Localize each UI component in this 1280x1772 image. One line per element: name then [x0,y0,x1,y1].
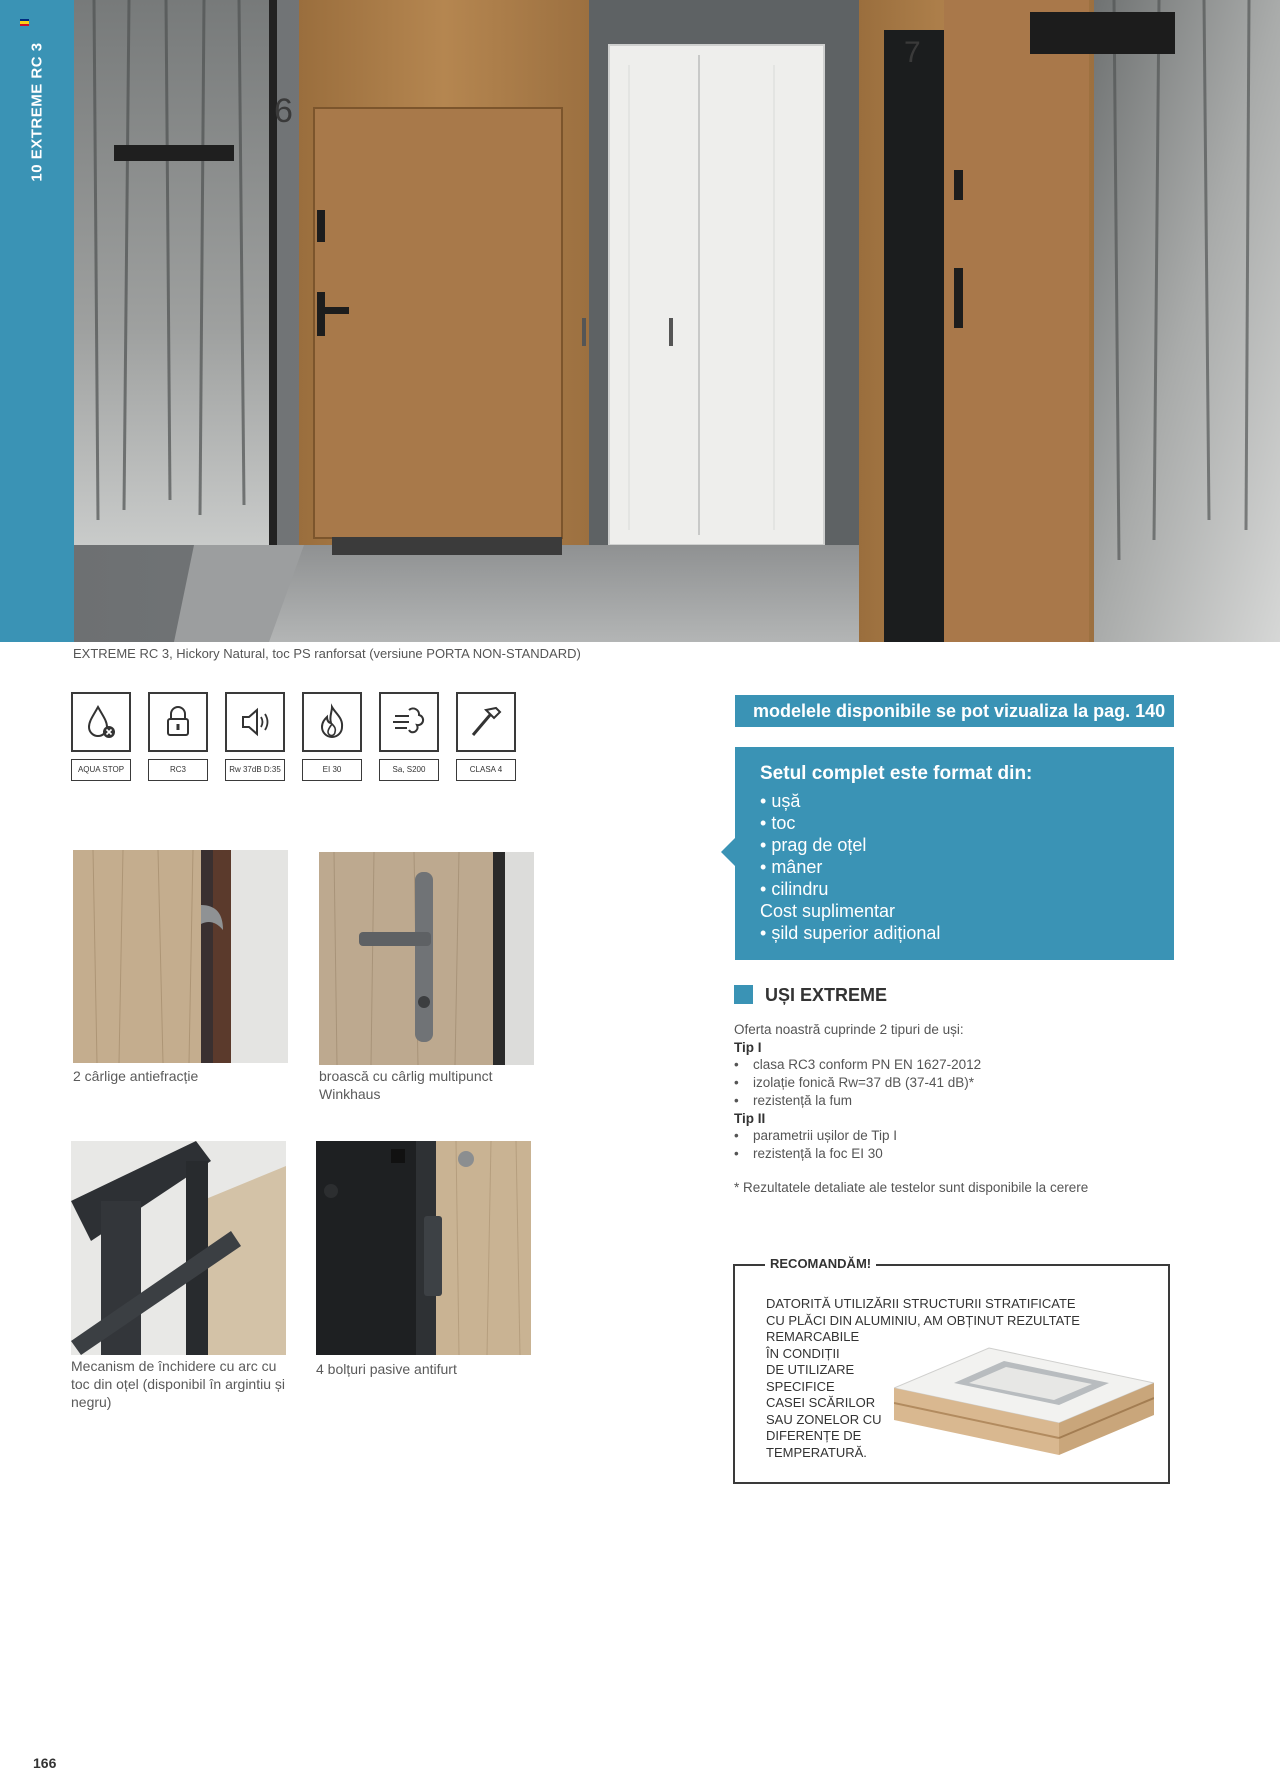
type-name: Tip I [734,1039,762,1055]
type-item: • rezistență la fum [734,1092,1164,1110]
recommend-box [733,1256,1170,1484]
recommend-line: DATORITĂ UTILIZĂRII STRUCTURII STRATIFICATE [766,1296,1076,1311]
hammer-icon [466,702,506,742]
feature-label: AQUA STOP [71,759,131,781]
type-item: • izolație fonică Rw=37 dB (37-41 dB)* [734,1074,1164,1092]
smoke-icon [389,702,429,742]
photo-closing-mechanism [71,1141,286,1355]
extreme-heading-text: UȘI EXTREME [765,985,888,1005]
feature-smoke [379,692,439,781]
recommend-line: DE UTILIZARE [766,1362,855,1377]
test-results-note: * Rezultatele detaliate ale testelor sunt disponibile la cerere [734,1179,1089,1195]
photo-caption: Mecanism de închidere cu arc cu toc din oțel (disponibil în argintiu și negru) [71,1358,286,1410]
set-item: • mâner [760,856,1174,878]
recommend-line: REMARCABILE [766,1329,860,1344]
water-drop-icon [81,702,121,742]
photo-anti-burglary-hooks [73,850,288,1063]
feature-fire [302,692,362,781]
hero-caption: EXTREME RC 3, Hickory Natural, toc PS ranforsat (versiune PORTA NON-STANDARD) [73,646,581,661]
extreme-intro: Oferta noastră cuprinde 2 tipuri de uși: [734,1022,964,1037]
feature-label: Rw 37dB D:35 [225,759,285,781]
set-title: Setul complet este format din: [760,763,1033,784]
door-number-right: 7 [904,36,921,69]
recommend-line: SAU ZONELOR CU [766,1411,882,1427]
feature-aqua-stop [71,692,131,781]
set-item: • toc [760,812,1174,834]
recommend-line: CU PLĂCI DIN ALUMINIU, AM OBȚINUT REZULTATE [766,1312,1080,1328]
page-number: 166 [33,1755,57,1771]
set-extra-label: Cost suplimentar [760,901,896,921]
feature-label: RC3 [148,759,208,781]
complete-set-box [735,747,1174,960]
extreme-description [734,1021,1164,1196]
type-name: Tip II [734,1110,766,1126]
feature-label: CLASA 4 [456,759,516,781]
photo-caption: 2 cârlige antiefracție [73,1068,199,1084]
recommend-line: SPECIFICE [766,1378,835,1394]
hero-photo [74,0,1280,642]
flame-icon [312,702,352,742]
feature-rc3 [148,692,208,781]
layered-structure-image [894,1343,1154,1468]
feature-label: EI 30 [302,759,362,781]
feature-label: Sa, S200 [379,759,439,781]
section-label [0,0,74,642]
models-banner: modelele disponibile se pot vizualiza la pag. 140 [735,695,1174,727]
type-item: • parametrii ușilor de Tip I [734,1127,1164,1145]
set-item: • cilindru [760,878,1174,900]
photo-passive-bolts [316,1141,531,1355]
door-number-left: 6 [274,92,293,130]
set-extra-item: • șild superior adițional [760,922,1174,944]
heading-square-icon [734,985,753,1004]
type-item: • clasa RC3 conform PN EN 1627-2012 [734,1056,1164,1074]
photo-caption: 4 bolțuri pasive antifurt [316,1361,457,1377]
photo-caption: broască cu cârlig multipunct Winkhaus [319,1068,493,1102]
feature-class4 [456,692,516,781]
set-box-arrow [721,838,735,866]
recommend-line: ÎN CONDIȚII [766,1345,840,1361]
speaker-icon [235,702,275,742]
type-item: • rezistență la foc EI 30 [734,1145,1164,1163]
photo-multipoint-lock [319,852,534,1065]
recommend-line: CASEI SCĂRILOR [766,1395,876,1410]
padlock-icon [158,702,198,742]
set-item: • prag de oțel [760,834,1174,856]
recommend-line: DIFERENȚE DE [766,1428,862,1443]
set-item: • ușă [760,790,1174,812]
section-label-text: 10 EXTREME RC 3 [28,42,46,182]
recommend-line: TEMPERATURĂ. [766,1444,867,1460]
recommend-title: RECOMANDĂM! [765,1256,876,1271]
feature-sound [225,692,285,781]
